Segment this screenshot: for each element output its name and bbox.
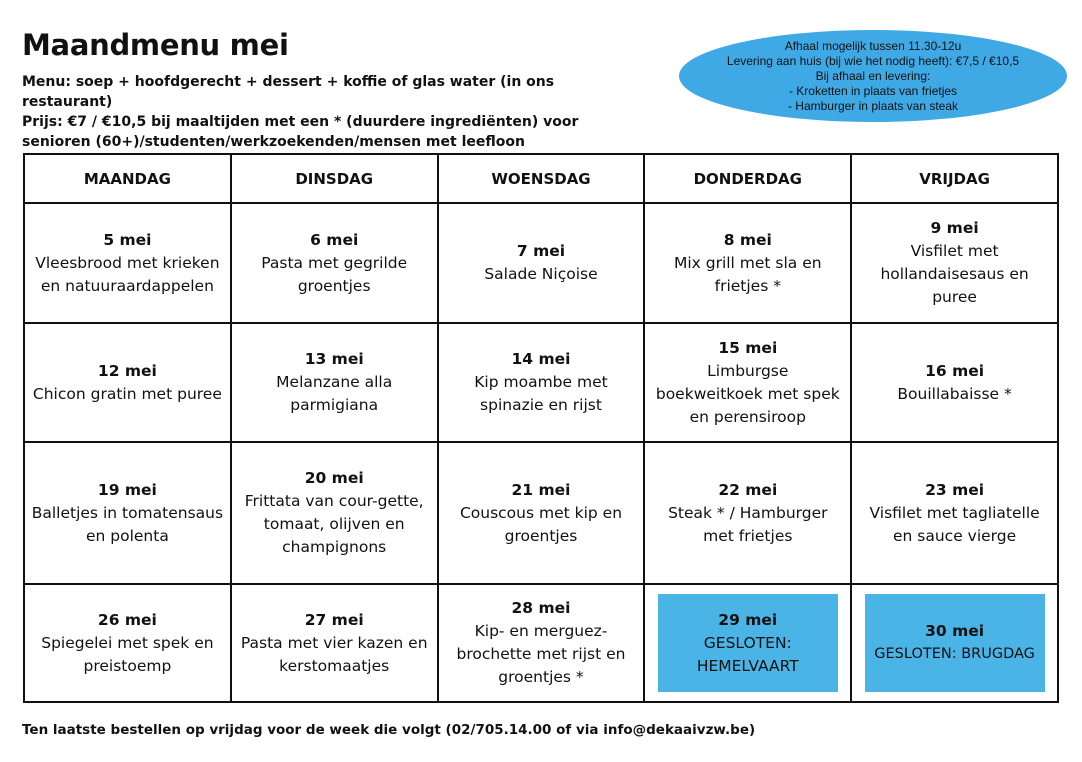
menu-dish: Kip- en merguez-brochette met rijst en groentjes * (456, 622, 626, 686)
menu-dish: Couscous met kip en groentjes (459, 503, 623, 545)
price-line: Prijs: €7 / €10,5 bij maaltijden met een * (duurdere ingrediënten) voor senioren (60+)/studenten/werkzoekenden/mensen met leefloon (22, 114, 579, 150)
menu-cell (438, 584, 645, 702)
closed-notice: GESLOTEN: BRUGDAG (874, 646, 1035, 662)
menu-date: 27 mei (304, 610, 364, 629)
menu-dish: Pasta met vier kazen en kerstomaatjes (240, 633, 428, 675)
day-header-tuesday: DINSDAG (231, 154, 438, 203)
menu-date: 8 mei (723, 230, 772, 249)
menu-date: 5 mei (103, 230, 152, 249)
closed-highlight (865, 594, 1045, 692)
menu-date: 28 mei (511, 599, 571, 617)
menu-date: 16 mei (925, 361, 985, 380)
menu-dish: Chicon gratin met puree (32, 384, 222, 403)
menu-date: 12 mei (97, 361, 157, 380)
week-row (24, 323, 1058, 442)
menu-cell (851, 203, 1058, 323)
menu-info (22, 72, 642, 152)
menu-date: 29 mei (718, 610, 778, 629)
day-header-row (24, 154, 1058, 203)
menu-cell (24, 584, 231, 702)
menu-date: 6 mei (310, 230, 359, 249)
menu-dish: Frittata van cour-gette, tomaat, olijven en champignons (244, 492, 424, 556)
bubble-line: - Hamburger in plaats van steak (787, 98, 959, 113)
menu-date: 30 mei (925, 622, 985, 640)
week-row (24, 584, 1058, 702)
menu-date: 7 mei (516, 242, 566, 260)
menu-cell-closed (851, 584, 1058, 702)
bubble-line: Levering aan huis (bij wie het nodig heeft): €7,5 / €10,5 (726, 53, 1020, 68)
menu-cell (438, 203, 645, 323)
menu-dish: Balletjes in tomatensaus en polenta (31, 503, 224, 545)
menu-cell (438, 323, 645, 442)
menu-table (23, 153, 1059, 703)
menu-dish: Kip moambe met spinazie en rijst (474, 373, 608, 414)
menu-cell (231, 323, 438, 442)
week-row (24, 442, 1058, 584)
menu-date: 15 mei (718, 338, 778, 357)
menu-date: 13 mei (304, 350, 364, 368)
menu-cell (24, 323, 231, 442)
menu-date: 23 mei (925, 480, 985, 499)
menu-date: 26 mei (97, 610, 157, 629)
menu-dish: Mix grill met sla en frietjes * (673, 253, 822, 295)
menu-date: 22 mei (718, 480, 778, 499)
menu-cell (644, 442, 851, 584)
bubble-line: Afhaal mogelijk tussen 11.30-12u (784, 38, 962, 53)
menu-dish: Pasta met gegrilde groentjes (261, 253, 408, 295)
menu-cell-closed (644, 584, 851, 702)
menu-dish: Salade Niçoise (484, 265, 598, 283)
closed-highlight (658, 594, 838, 692)
menu-dish: Limburgse boekweitkoek met spek en perensiroop (655, 361, 840, 426)
menu-date: 19 mei (97, 480, 157, 499)
menu-date: 14 mei (511, 350, 571, 368)
menu-line: Menu: soep + hoofdgerecht + dessert + koffie of glas water (in ons restaurant) (22, 74, 555, 110)
menu-date: 21 mei (511, 480, 571, 499)
page-title: Maandmenu mei (22, 28, 289, 62)
menu-date: 9 mei (930, 219, 979, 237)
menu-cell (24, 203, 231, 323)
menu-cell (851, 442, 1058, 584)
menu-cell (644, 323, 851, 442)
bubble-line: - Kroketten in plaats van frietjes (788, 83, 958, 98)
menu-dish: Steak * / Hamburger met frietjes (668, 503, 828, 545)
order-deadline-note: Ten laatste bestellen op vrijdag voor de week die volgt (02/705.14.00 of via info@dekaaivzw.be) (22, 722, 756, 738)
day-header-friday: VRIJDAG (851, 154, 1058, 203)
menu-cell (24, 442, 231, 584)
menu-cell (438, 442, 645, 584)
menu-date: 20 mei (304, 469, 364, 487)
bubble-line: Bij afhaal en levering: (815, 68, 931, 83)
menu-dish: Spiegelei met spek en preistoemp (41, 633, 214, 675)
menu-dish: Visfilet met hollandaisesaus en puree (880, 242, 1029, 306)
menu-dish: Vleesbrood met krieken en natuuraardappelen (35, 253, 220, 295)
menu-dish: Melanzane alla parmigiana (276, 373, 393, 414)
day-header-thursday: DONDERDAG (644, 154, 851, 203)
closed-notice: GESLOTEN: HEMELVAART (696, 633, 799, 675)
day-header-wednesday: WOENSDAG (438, 154, 645, 203)
menu-cell (231, 442, 438, 584)
menu-cell (851, 323, 1058, 442)
menu-cell (231, 584, 438, 702)
delivery-info-bubble (679, 30, 1067, 122)
day-header-monday: MAANDAG (24, 154, 231, 203)
menu-cell (231, 203, 438, 323)
week-row (24, 203, 1058, 323)
menu-dish: Visfilet met tagliatelle en sauce vierge (869, 503, 1040, 545)
menu-dish: Bouillabaisse * (897, 384, 1012, 403)
menu-cell (644, 203, 851, 323)
